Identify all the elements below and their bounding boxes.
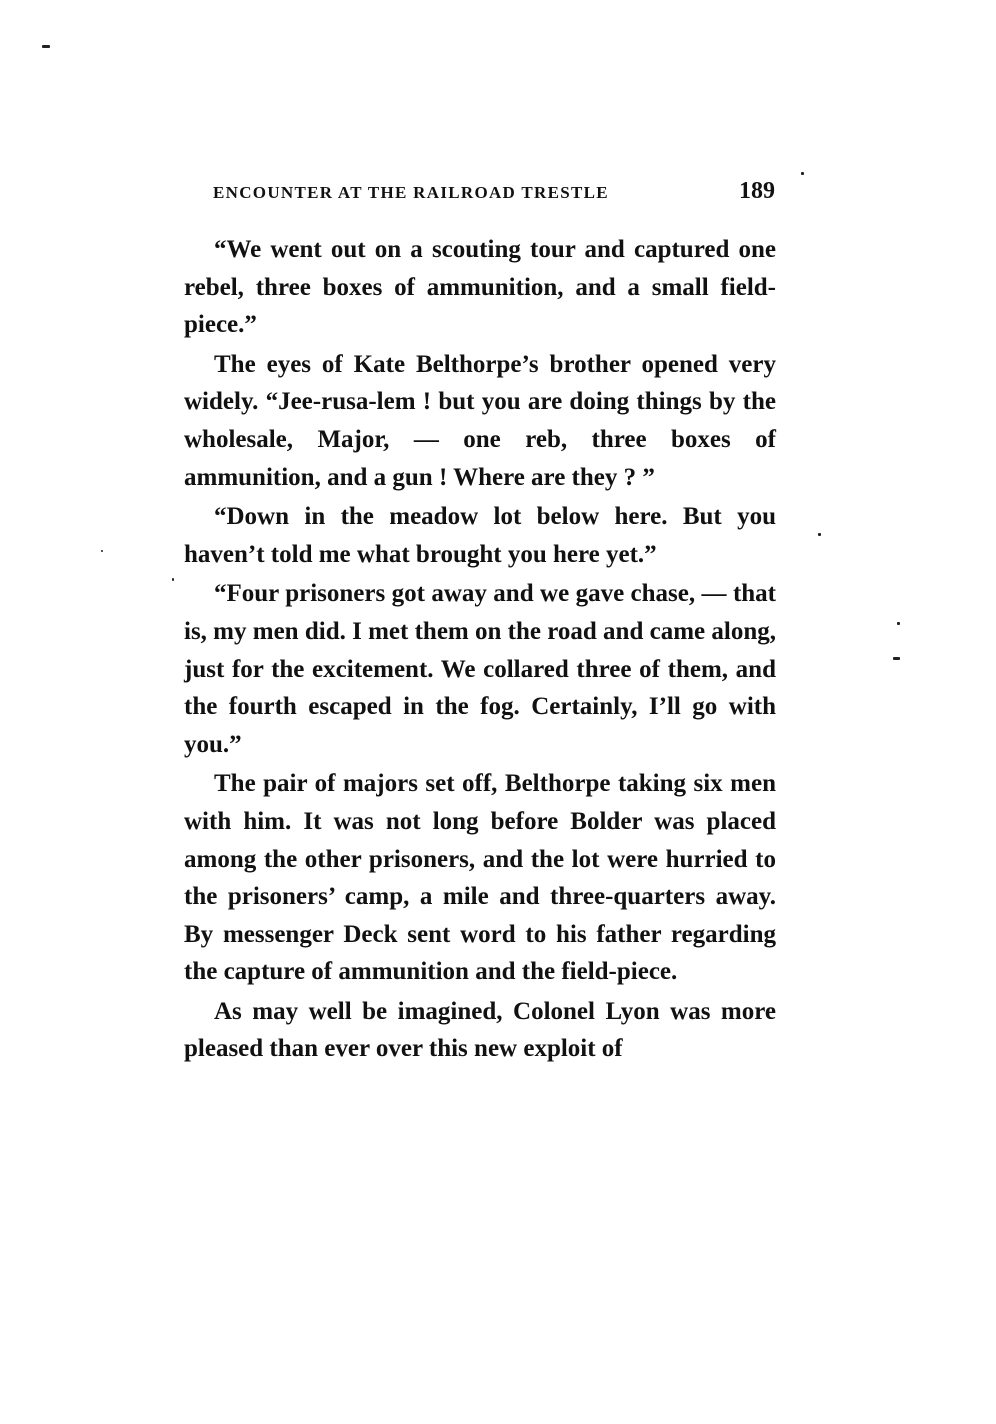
paragraph-4: “Four prisoners got away and we gave chase, — that is, my men did. I met them on the road and came along, just for the excitement. We collared three of them, and the fourth escaped in the fog. Certainly, I’ll go with you.” [184,580,776,758]
paragraph-1: “We went out on a scouting tour and captured one rebel, three boxes of ammunition, and a small field-piece.” [184,236,776,339]
scan-speck [42,45,50,48]
scan-speck [897,622,900,625]
paragraph-5: The pair of majors set off, Belthorpe taking six men with him. It was not long before Bolder was placed among the other prisoners, and the lot were hurried to the prisoners’ camp, a mile and three-quarters away. By messenger Deck sent word to his father regarding the capture of ammunition and the field-piece. [184,770,776,986]
paragraph-3: “Down in the meadow lot below here. But you haven’t told me what brought you here yet.” [184,503,776,568]
scan-speck [893,657,900,660]
scan-speck [818,533,821,536]
running-head [213,178,775,210]
paragraph-2: The eyes of Kate Belthorpe’s brother opened very widely. “Jee-rusa-lem ! but you are doing things by the wholesale, Major, — one reb, three boxes of ammunition, and a gun ! Where are they ? ” [184,350,776,491]
running-title: ENCOUNTER AT THE RAILROAD TRESTLE [213,183,609,202]
body-text [184,231,776,1070]
page-number: 189 [739,178,775,204]
paragraph-6: As may well be imagined, Colonel Lyon was more pleased than ever over this new exploit of [184,997,776,1063]
scan-speck [172,578,174,581]
scan-speck [801,172,804,175]
scan-speck [101,550,103,552]
